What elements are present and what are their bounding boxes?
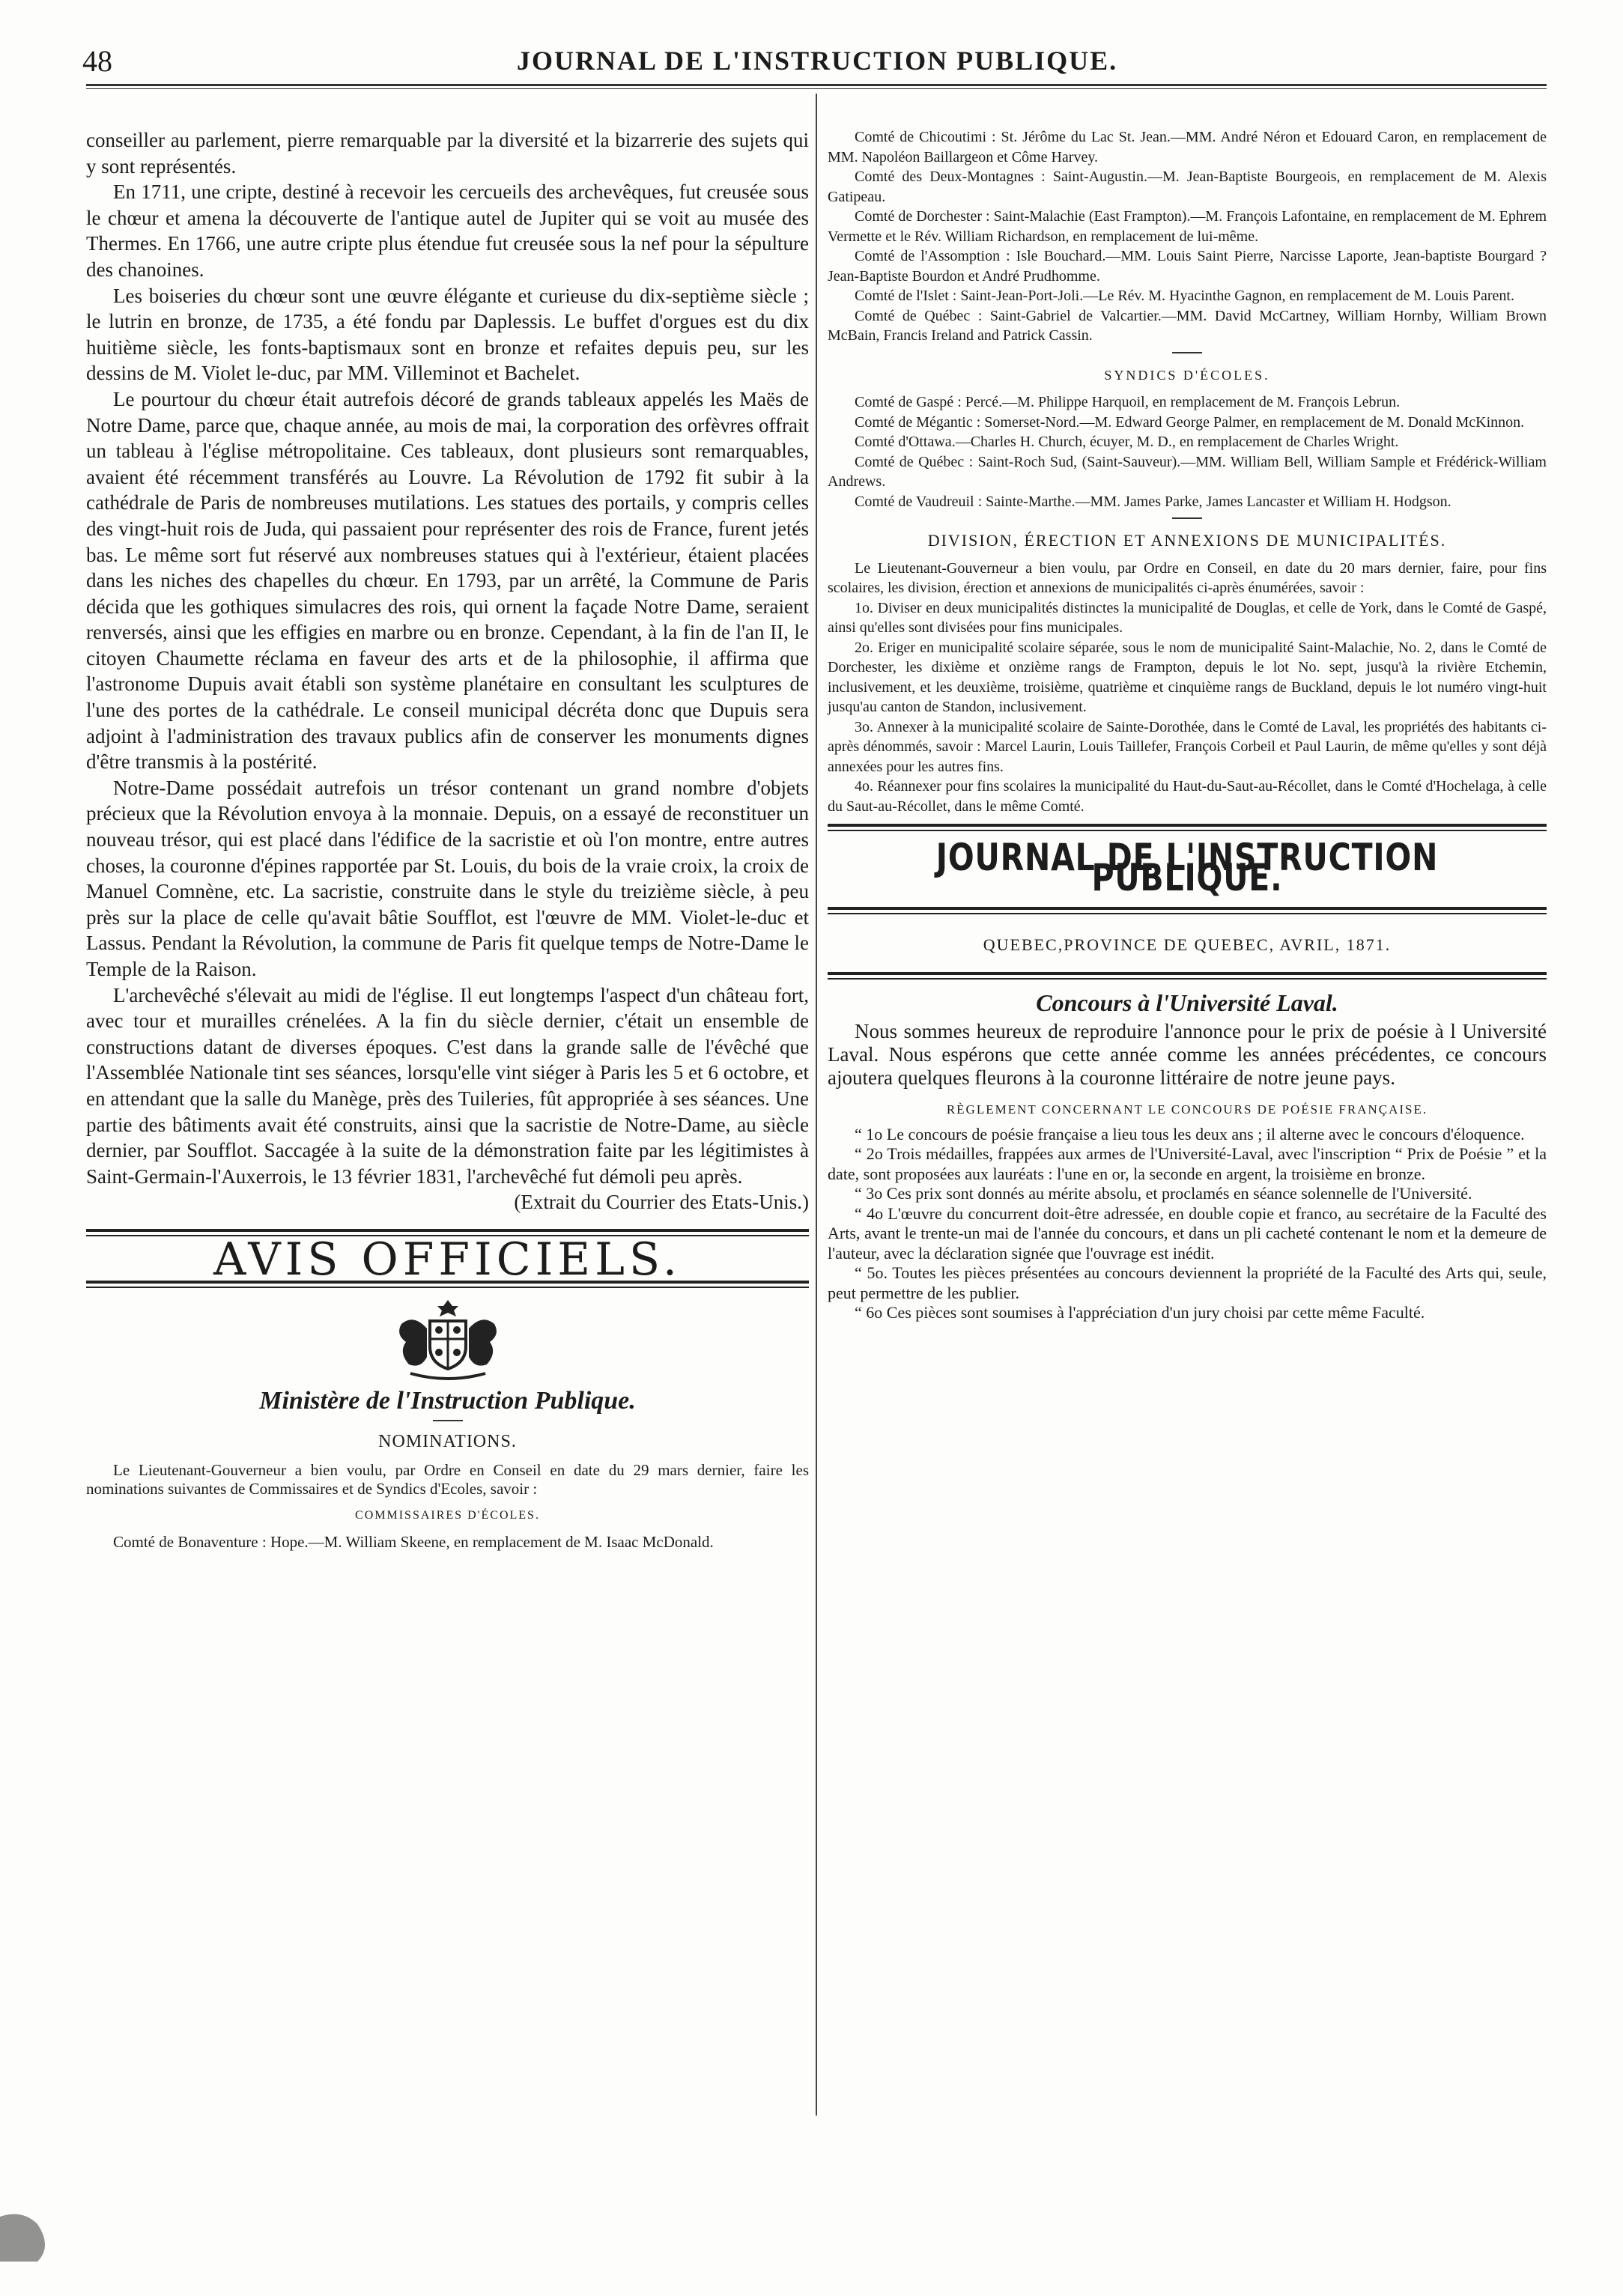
syndic-entry: Comté de Québec : Saint-Roch Sud, (Saint-Sauveur).—MM. William Bell, William Sample et Frédérick-William Andrews.: [828, 453, 1547, 490]
page-number: 48: [82, 44, 112, 78]
concours-intro: Nous sommes heureux de reproduire l'annonce pour le prix de poésie à l Université Laval. Nous espérons que cette année comme les années précédentes, ce concours ajoutera quelques fleurons à la couronne littéraire de notre jeune pays.: [828, 1020, 1547, 1089]
commissaires-heading: COMMISSAIRES D'ÉCOLES.: [355, 1508, 540, 1522]
reglement-article: “ 5o. Toutes les pièces présentées au concours deviennent la propriété de la Faculté des Arts qui, seule, peut permettre de les publier.: [828, 1263, 1547, 1302]
article-source: (Extrait du Courrier des Etats-Unis.): [514, 1191, 809, 1214]
nomination-entry: Comté de Chicoutimi : St. Jérôme du Lac St. Jean.—MM. André Néron et Edouard Caron, en remplacement de MM. Napoléon Baillargeon et Côme Harvey.: [828, 129, 1547, 165]
dateline: QUEBEC,PROVINCE DE QUEBEC, AVRIL, 1871.: [983, 935, 1392, 954]
article-paragraph: Notre-Dame possédait autrefois un trésor contenant un grand nombre d'objets précieux que la Révolution envoya à la monnaie. Depuis, on a essayé de reconstituer un nouveau trésor, qui est placé dans l'édifice de la sacristie et où l'on montre, entre autres choses, la couronne d'épines rapportée par St. Louis, du bois de la vraie croix, la croix de Manuel Comnène, etc. La sacristie, construite dans le style du treizième siècle, à peu près sur la place de celle qu'avait bâtie Soufflot, est l'œuvre de MM. Violet-le-duc et Lassus. Pendant la Révolution, la commune de Paris fit quelque temps de Notre-Dame le Temple de la Raison.: [86, 776, 809, 980]
section-rule: [828, 907, 1547, 914]
nomination-entry: Comté de Québec : Saint-Gabriel de Valcartier.—MM. David McCartney, William Hornby, William Brown McBain, Francis Ireland and Patrick Cassin.: [828, 307, 1547, 344]
nomination-entry: Comté de Bonaventure : Hope.—M. William Skeene, en remplacement de M. Isaac McDonald.: [113, 1533, 714, 1552]
division-paragraph: 3o. Annexer à la municipalité scolaire de Sainte-Dorothée, dans le Comté de Laval, les propriétés des habitants ci-après dénommés, savoir : Marcel Laurin, Louis Taillefer, François Corbeil et Paul Laurin, de même qu'elles y sont déjà annexées pour les autres fins.: [828, 718, 1547, 775]
reglement-heading: RÈGLEMENT CONCERNANT LE CONCOURS DE POÉSIE FRANÇAISE.: [946, 1102, 1428, 1117]
royal-coat-of-arms-icon: [380, 1296, 515, 1385]
nominations-heading: NOMINATIONS.: [378, 1432, 517, 1452]
column-divider: [816, 94, 817, 2116]
page-smudge: [0, 2187, 75, 2262]
division-paragraph: Le Lieutenant-Gouverneur a bien voulu, par Ordre en Conseil, en date du 20 mars dernier, faire, pour fins scolaires, les division, érection et annexions de municipalités ci-après énumérées, savoir :: [828, 559, 1547, 596]
nomination-entry: Comté de l'Islet : Saint-Jean-Port-Joli.—Le Rév. M. Hyacinthe Gagnon, en remplacement de M. Louis Parent.: [855, 288, 1514, 304]
section-rule: [828, 972, 1547, 980]
avis-officiels-title: AVIS OFFICIELS.: [213, 1233, 682, 1286]
short-rule: [1172, 517, 1202, 519]
syndic-entry: Comté de Gaspé : Percé.—M. Philippe Harquoil, en remplacement de M. François Lebrun.: [855, 394, 1401, 410]
nominations-intro: Le Lieutenant-Gouverneur a bien voulu, par Ordre en Conseil en date du 29 mars dernier, faire les nominations suivantes de Commissaires et de Syndics d'Ecoles, savoir :: [86, 1460, 809, 1498]
division-paragraph: 1o. Diviser en deux municipalités distinctes la municipalité de Douglas, et celle de York, dans le Comté de Gaspé, ainsi qu'elles sont divisées pour fins municipales.: [828, 599, 1547, 636]
nomination-entry: Comté des Deux-Montagnes : Saint-Augustin.—M. Jean-Baptiste Bourgeois, en remplacement de M. Alexis Gatipeau.: [828, 168, 1547, 205]
reglement-article: “ 3o Ces prix sont donnés au mérite absolu, et proclamés en séance solennelle de l'Université.: [855, 1184, 1472, 1203]
article-paragraph: Le pourtour du chœur était autrefois décoré de grands tableaux appelés les Maës de Notre Dame, parce que, chaque année, au mois de mai, la corporation des orfèvres offrait un tableau à l'église métropolitaine. Ces tableaux, dont plusieurs sont remarquables, avaient été récemment transférés au Louvre. La Révolution de 1792 fit subir à la cathédrale de Paris de nombreuses mutilations. Les statues des portails, y compris celles des vingt-huit rois de Juda, qui passaient pour représenter des rois de France, furent jetés bas. Le même sort fut réservé aux nombreuses statues qui à l'extérieur, étaient placées dans les niches des chapelles du chœur. En 1793, par un arrêté, la Commune de Paris décida que les gothiques simulacres des rois, qui ornent la façade Notre Dame, seraient renversés, ainsi que les effigies en marbre ou en bronze. Cependant, à la fin de l'an II, le citoyen Chaumette réclama en faveur des arts et de la philosophie, il affirma que l'astronome Dupuis avait établi son système planétaire en consultant les sculptures de l'une des portes de la cathédrale. Le conseil municipal décréta donc que Dupuis sera adjoint à l'administration des travaux publics afin de conserver les monuments dignes d'être transmis à la postérité.: [86, 387, 809, 774]
running-title: JOURNAL DE L'INSTRUCTION PUBLIQUE.: [517, 46, 1118, 76]
page-header: [82, 39, 1550, 84]
nomination-entry: Comté de l'Assomption : Isle Bouchard.—MM. Louis Saint Pierre, Narcisse Laporte, Jean-baptiste Bourgard ? Jean-Baptiste Bourdon et André Prudhomme.: [828, 248, 1547, 285]
reglement-article: “ 2o Trois médailles, frappées aux armes de l'Université-Laval, avec l'inscription “ Prix de Poésie ” et la date, sont proposées aux lauréats : l'une en or, la seconde en argent, la troisième en bronze.: [828, 1144, 1547, 1183]
syndic-entry: Comté de Mégantic : Somerset-Nord.—M. Edward George Palmer, en remplacement de M. Donald McKinnon.: [855, 413, 1525, 431]
section-rule: [828, 824, 1547, 831]
article-paragraph: L'archevêché s'élevait au midi de l'église. Il eut longtemps l'aspect d'un château fort, avec tour et murailles crénelées. A la fin du siècle dernier, c'était un ensemble de constructions datant de diverses époques. C'est dans la grande salle de l'évêché que l'Assemblée Nationale tint ses séances, lorsqu'elle vint siéger à Paris les 5 et 6 octobre, et en attendant que la salle du Manège, près des Tuileries, fût appropriée à ses séances. Une partie des bâtiments avait été construits, ainsi que la sacristie de Notre-Dame, au siècle dernier, par Soufflot. Saccagée à la suite de la démonstration faite par les légitimistes à Saint-Germain-l'Auxerrois, le 13 février 1831, l'archevêché fut démoli peu après.: [86, 983, 809, 1188]
syndic-entry: Comté d'Ottawa.—Charles H. Church, écuyer, M. D., en remplacement de Charles Wright.: [855, 434, 1399, 450]
journal-masthead: JOURNAL DE L'INSTRUCTION PUBLIQUE.: [935, 836, 1439, 899]
short-rule: [1172, 352, 1202, 353]
left-column: [86, 127, 809, 1552]
nomination-entry: Comté de Dorchester : Saint-Malachie (East Frampton).—M. François Lafontaine, en remplacement de M. Ephrem Vermette et le Rév. William Richardson, en remplacement de lui-même.: [828, 208, 1547, 245]
short-rule: [433, 1420, 463, 1421]
division-heading: DIVISION, ÉRECTION ET ANNEXIONS DE MUNICIPALITÉS.: [927, 531, 1447, 550]
header-rule: [86, 84, 1547, 89]
syndics-heading: SYNDICS D'ÉCOLES.: [1104, 367, 1270, 383]
division-paragraph: 4o. Réannexer pour fins scolaires la municipalité du Haut-du-Saut-au-Récollet, dans le Comté d'Hochelaga, à celle du Saut-au-Récollet, dans le même Comté.: [828, 778, 1547, 815]
article-paragraph: conseiller au parlement, pierre remarquable par la diversité et la bizarrerie des sujets qui y sont représentés.: [86, 129, 809, 177]
reglement-article: “ 4o L'œuvre du concurrent doit-être adressée, en double copie et franco, au secrétaire de la Faculté des Arts, avant le trente-un mai de l'année du concours, et dans un pli cacheté contenant le nom et la demeure de l'auteur, avec la déclaration signée que l'ouvrage est inédit.: [828, 1203, 1547, 1263]
concours-title: Concours à l'Université Laval.: [1036, 988, 1338, 1016]
reglement-article: “ 1o Le concours de poésie française a lieu tous les deux ans ; il alterne avec le concours d'éloquence.: [855, 1124, 1525, 1144]
reglement-article: “ 6o Ces pièces sont soumises à l'appréciation d'un jury choisi par cette même Faculté.: [855, 1303, 1425, 1322]
division-paragraph: 2o. Eriger en municipalité scolaire séparée, sous le nom de municipalité Saint-Malachie, No. 2, dans le Comté de Dorchester, les dixième et onzième rangs de Frampton, depuis le lot No. sept, jusqu'à la rivière Etchemin, inclusivement, et les deuxième, troisième, quatrième et cinquième rangs de Buckland, depuis le lot numéro vingt-huit jusqu'au canton de Standon, inclusivement.: [828, 639, 1547, 715]
article-paragraph: En 1711, une cripte, destiné à recevoir les cercueils des archevêques, fut creusée sous le chœur et amena la découverte de l'antique autel de Jupiter qui se voit au musée des Thermes. En 1766, une autre cripte plus étendue fut creusée sous la nef pour la sépulture des chanoines.: [86, 180, 809, 281]
syndic-entry: Comté de Vaudreuil : Sainte-Marthe.—MM. James Parke, James Lancaster et William H. Hodgson.: [855, 493, 1451, 510]
ministry-heading: Ministère de l'Instruction Publique.: [259, 1386, 636, 1415]
right-column: [828, 127, 1547, 1323]
article-paragraph: Les boiseries du chœur sont une œuvre élégante et curieuse du dix-septième siècle ; le lutrin en bronze, de 1735, a été fondu par Daplessis. Le buffet d'orgues est du dix huitième siècle, les fonts-baptismaux sont en bronze et refaites depuis peu, sur les dessins de M. Violet le-duc, par MM. Villeminot et Bachelet.: [86, 284, 809, 385]
